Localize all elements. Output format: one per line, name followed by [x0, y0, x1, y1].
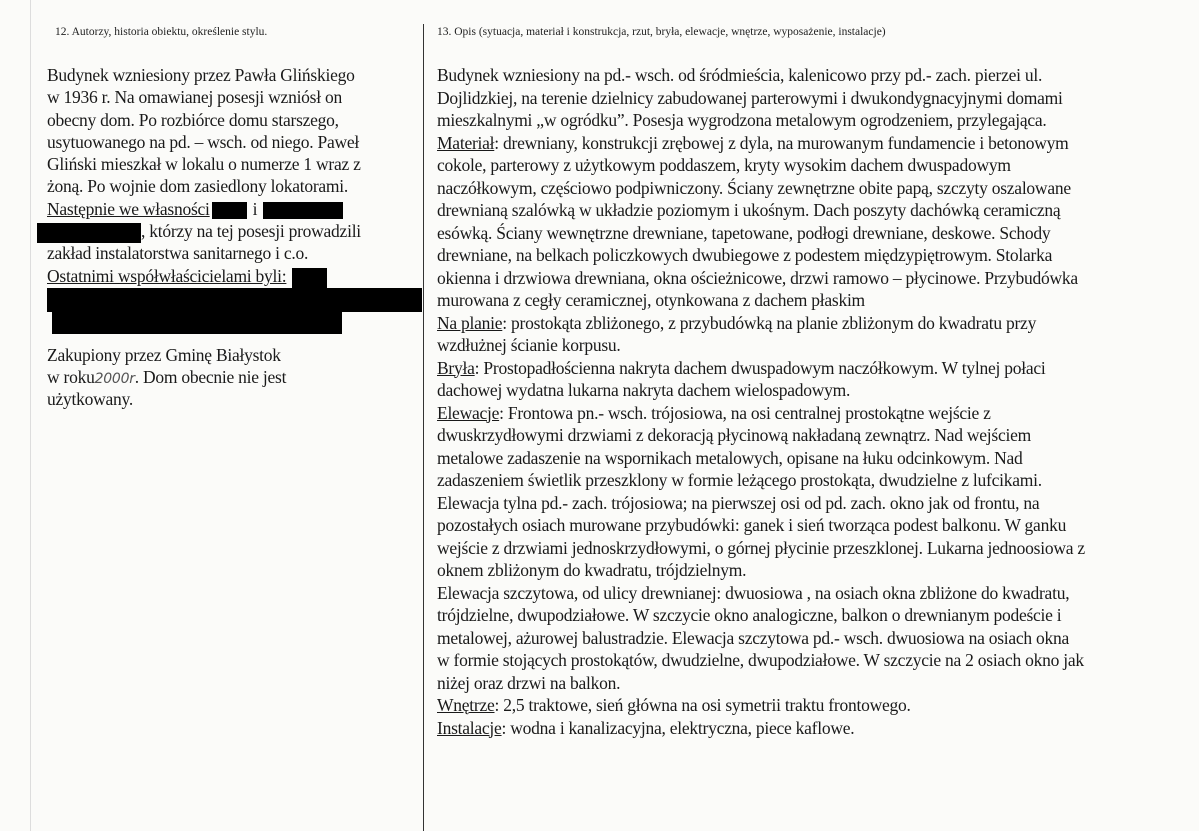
text-line: Budynek wzniesiony przez Pawła Glińskiego: [47, 65, 355, 85]
text-line: [437, 492, 1085, 515]
text-segment: metalowej, ażurowej balustradzie. Elewacja szczytowa pd.- wsch. dwuosiowa na osiach okna: [437, 627, 1070, 648]
text-line: użytkowany.: [47, 389, 134, 410]
text-segment: zadaszeniem świetlik przeszklony w formie leżącego prostokąta, dwudzielne z lufcikami.: [437, 470, 1042, 490]
section-label: Instalacje: [437, 717, 502, 738]
redacted-line: [47, 287, 422, 309]
text-line: [437, 199, 1085, 222]
redaction-box: [263, 202, 343, 219]
text-line: [437, 154, 1085, 177]
text-segment: : Frontowa pn.- wsch. trójosiowa, na osi centralnej prostokątne wejście z: [499, 402, 991, 423]
text-segment: w formie stojących prostokątów, dwudzielne, dwupodziałowe. W szczycie na 2 osiach okno jak: [437, 650, 1084, 670]
text-line: [437, 717, 1085, 740]
text-line: [437, 649, 1085, 672]
text-segment: pozostałych osiach murowane przybudówki: ganek i sień tworząca podest balkonu. W ganku: [437, 515, 1067, 535]
text-line: [437, 627, 1085, 650]
page-border: [30, 0, 31, 831]
text-line: [437, 559, 1085, 582]
redaction-box: [37, 223, 141, 243]
text-line: [47, 265, 422, 287]
text-line: [47, 198, 422, 220]
text-segment: Następnie we własności: [47, 198, 210, 219]
text-segment: . Dom obecnie nie jest: [134, 366, 287, 387]
text-segment: Elewacja szczytowa, od ulicy drewnianej: dwuosiowa , na osiach okna zbliżone do kwadratu,: [437, 582, 1070, 603]
text-line: [437, 447, 1085, 470]
text-line: [437, 109, 1085, 132]
section-label: Elewacje: [437, 402, 500, 423]
text-line: obecny dom. Po rozbiórce domu starszego,: [47, 109, 339, 130]
text-segment: cokole, parterowy z użytkowym poddaszem, kryty wysokim dachem dwuspadowym: [437, 155, 1011, 175]
text-segment: esówką. Ściany wewnętrzne drewniane, tapetowane, podłogi drewniane, deskowe. Schody: [437, 222, 1051, 243]
text-line: [437, 177, 1085, 200]
redacted-line: [47, 309, 422, 331]
text-line: [437, 289, 1085, 312]
column-divider: [423, 24, 424, 831]
text-line: [437, 357, 1085, 380]
text-segment: Dojlidzkiej, na terenie dzielnicy zabudowanej parterowymi i dwukondygnacyjnymi domami: [437, 87, 1063, 108]
text-line: Zakupiony przez Gminę Białystok: [47, 344, 281, 365]
text-line: [437, 334, 1085, 357]
text-segment: drewnianą szalówką w układzie poziomym i ukośnym. Dach poszyty dachówką ceramiczną: [437, 200, 1061, 220]
text-segment: Budynek wzniesiony na pd.- wsch. od śródmieścia, kalenicowo przy pd.- zach. pierzei ul.: [437, 65, 1043, 85]
text-line: [437, 64, 1085, 87]
redaction-box: [212, 202, 247, 219]
text-segment: i: [252, 198, 258, 219]
text-segment: trójdzielne, dwupodziałowe. W szczycie okno analogiczne, balkon o drewnianym podeście i: [437, 605, 1062, 625]
text-line: [437, 132, 1085, 155]
handwritten-year: 2000r: [94, 370, 135, 387]
text-segment: dachowej wydatna lukarna nakryta dachem wielospadowym.: [437, 380, 851, 400]
text-line: [437, 402, 1085, 425]
text-line: [47, 366, 422, 388]
text-line: [437, 604, 1085, 627]
text-line: usytuowanego na pd. – wsch. od niego. Paweł: [47, 131, 359, 152]
text-segment: , którzy na tej posesji prowadzili: [141, 221, 361, 242]
text-line: [437, 312, 1085, 335]
text-line: w 1936 r. Na omawianej posesji wzniósł on: [47, 87, 342, 108]
text-line: [437, 514, 1085, 537]
text-segment: mieszkalnymi „w ogródku”. Posesja wygrodzona metalowym ogrodzeniem, przylegająca.: [437, 110, 1047, 130]
text-line: [437, 87, 1085, 110]
text-segment: murowana z cegły ceramicznej, otynkowana z dachem płaskim: [437, 290, 865, 310]
text-segment: Elewacja tylna pd.- zach. trójosiowa; na pierwszej osi od pd. zach. okno jak od frontu, na: [437, 492, 1040, 513]
text-line: [437, 537, 1085, 560]
section-12-header: 12. Autorzy, historia obiektu, określenie stylu.: [55, 26, 268, 38]
text-segment: niżej oraz drzwi na balkon.: [437, 672, 621, 693]
section-label: Materiał: [437, 132, 495, 153]
section-13-header: 13. Opis (sytuacja, materiał i konstrukcja, rzut, bryła, elewacje, wnętrze, wyposażenie, instalacje): [437, 26, 886, 38]
text-segment: : drewniany, konstrukcji zrębowej z dyla, na murowanym fundamencie i betonowym: [494, 132, 1069, 153]
text-segment: wejście z drzwiami jednoskrzydłowymi, o górnej płycinie przeszklonej. Lukarna jednoosiowa z: [437, 537, 1085, 558]
redaction-box: [292, 268, 327, 288]
text-segment: dwuskrzydłowymi drzwiami z dekoracją płycinową nakładaną zewnątrz. Nad wejściem: [437, 425, 1031, 445]
text-line: [437, 424, 1085, 447]
redaction-box: [52, 310, 342, 334]
text-segment: naczółkowym, częściowo podpiwniczony. Ściany zewnętrzne obite papą, szczyty oszalowane: [437, 177, 1071, 198]
text-segment: : wodna i kanalizacyjna, elektryczna, piece kaflowe.: [501, 717, 855, 738]
text-segment: w roku: [47, 366, 95, 387]
text-segment: oknem zbliżonym do kwadratu, trójdzielnym.: [437, 560, 747, 580]
section-label: Wnętrze: [437, 695, 495, 715]
section-12-text: [47, 64, 422, 410]
text-segment: metalowe zadaszenie na wspornikach metalowych, opisane na łuku odcinkowym. Nad: [437, 447, 1023, 468]
section-13-text: [437, 64, 1085, 739]
text-line: [437, 267, 1085, 290]
text-segment: drewniane, na belkach policzkowych dwubiegowe z podestem międzypiętrowym. Stolarka: [437, 245, 1053, 265]
text-line: [437, 222, 1085, 245]
text-line: [437, 244, 1085, 267]
text-segment: : 2,5 traktowe, sień główna na osi symetrii traktu frontowego.: [494, 695, 911, 715]
text-line: zakład instalatorstwa sanitarnego i c.o.: [47, 243, 309, 264]
text-line: [437, 672, 1085, 695]
text-line: [437, 469, 1085, 492]
section-label: Bryła: [437, 357, 475, 378]
text-segment: : prostokąta zbliżonego, z przybudówką na planie zbliżonym do kwadratu przy: [502, 312, 1037, 333]
text-segment: Ostatnimi współwłaścicielami byli:: [47, 265, 287, 286]
text-line: żoną. Po wojnie dom zasiedlony lokatorami.: [47, 176, 349, 197]
text-segment: : Prostopadłościenna nakryta dachem dwuspadowym naczółkowym. W tylnej połaci: [474, 357, 1046, 378]
text-segment: okienna i drzwiowa drewniana, okna ościeżnicowe, drzwi ramowo – płycinowe. Przybudówka: [437, 267, 1078, 288]
text-segment: wzdłużnej ścianie korpusu.: [437, 335, 621, 355]
section-label: Na planie: [437, 312, 503, 333]
text-line: [37, 220, 422, 242]
text-line: [437, 582, 1085, 605]
text-line: [437, 694, 1085, 717]
text-line: [437, 379, 1085, 402]
text-line: Gliński mieszkał w lokalu o numerze 1 wraz z: [47, 154, 361, 175]
